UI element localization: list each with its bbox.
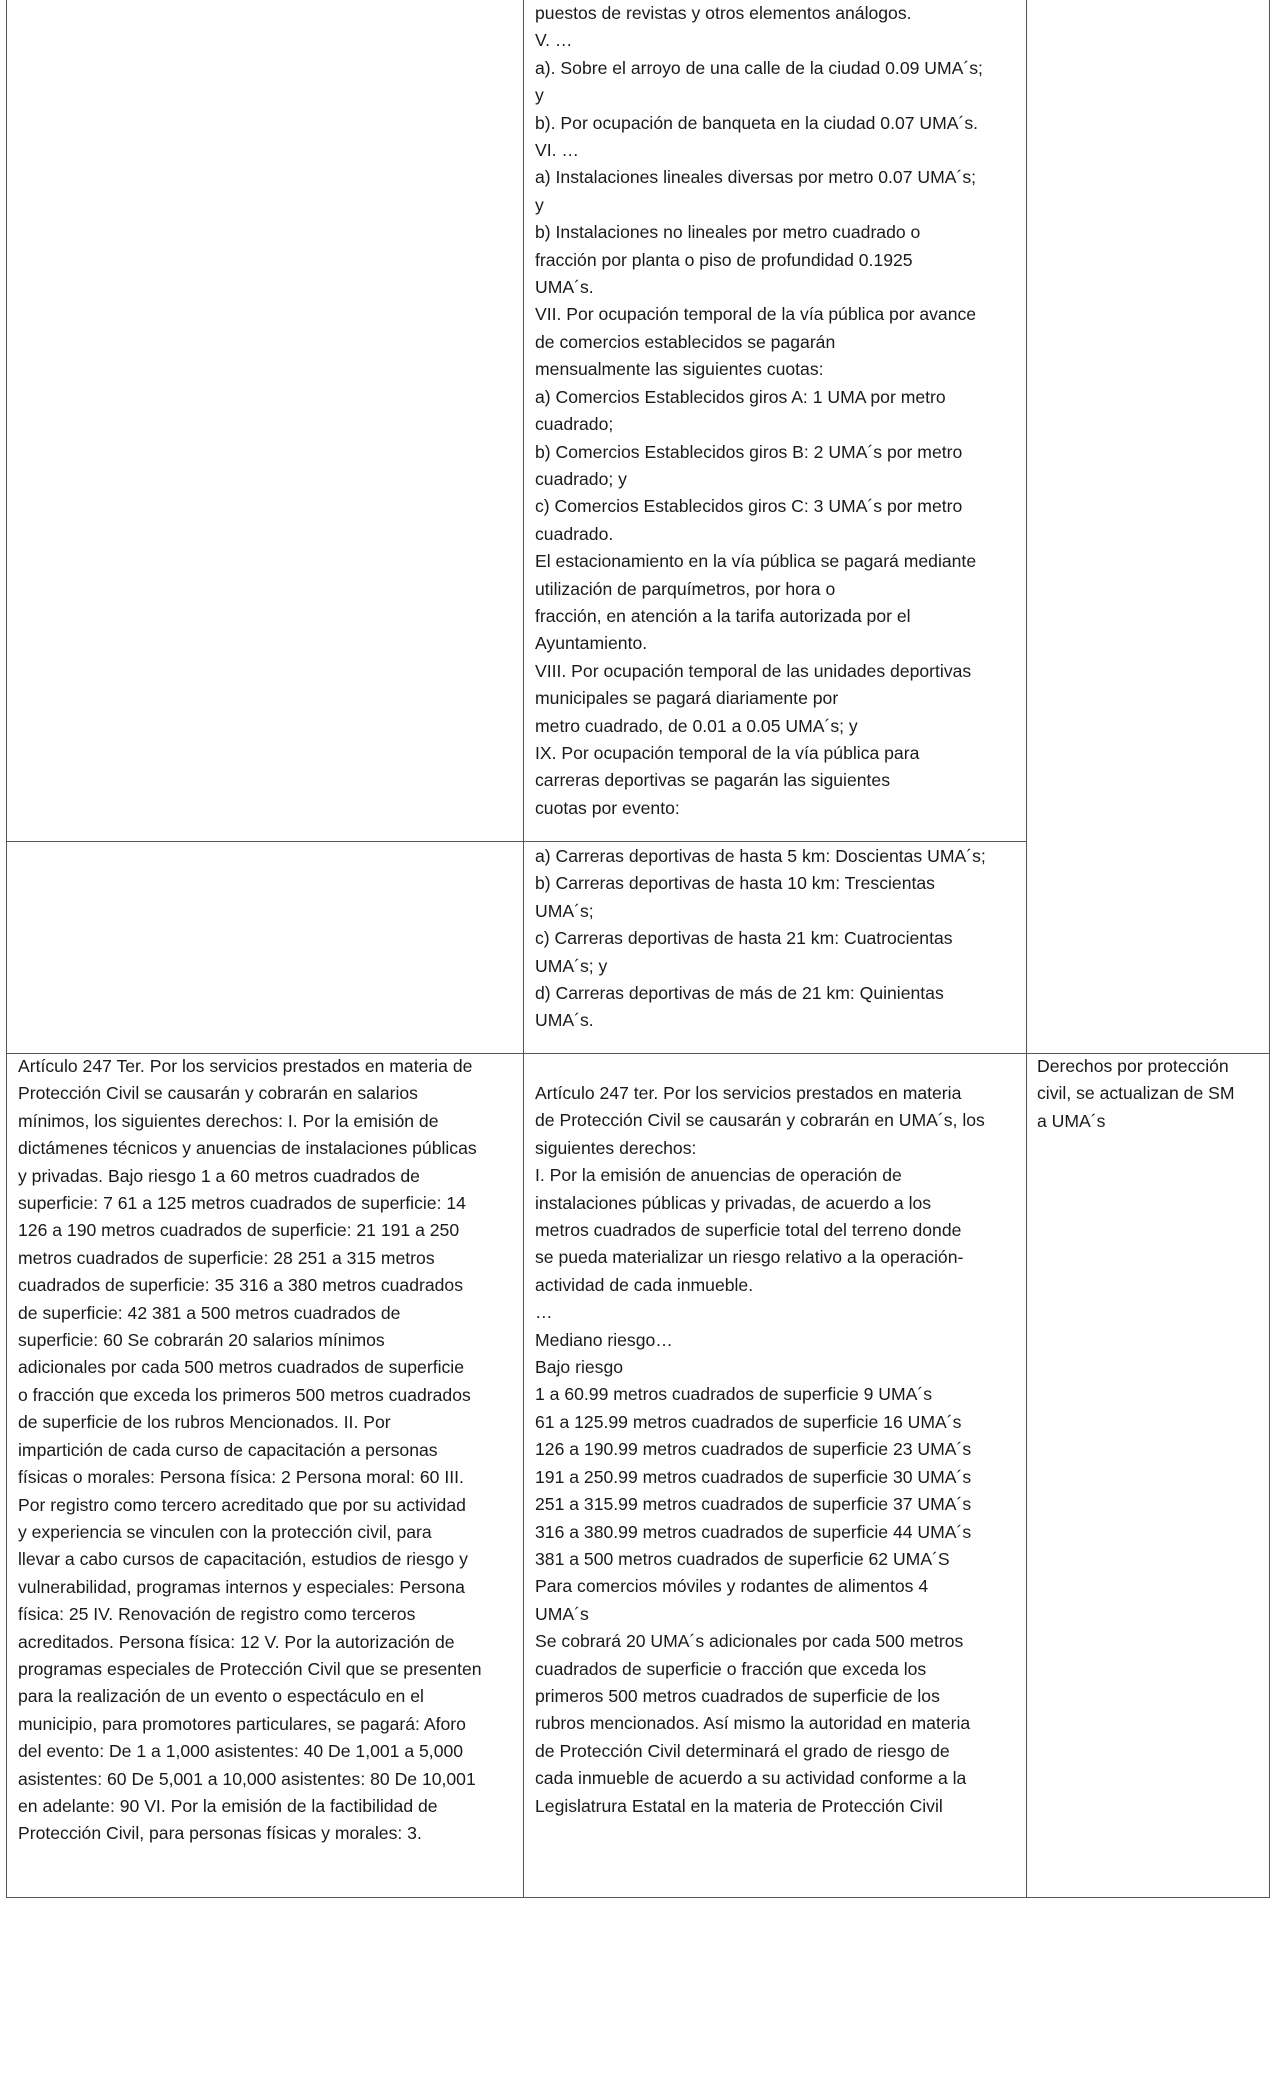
row3-comment-text: Derechos por protección civil, se actualizan de SM a UMA´s	[1037, 1056, 1235, 1131]
row1-proposal-text: puestos de revistas y otros elementos análogos. V. … a). Sobre el arroyo de una calle de la ciudad 0.09 UMA´s; y b). Por ocupación de banqueta en la ciudad 0.07 UMA´s. VI. … a) Instalaciones lineales diversas por metro 0.07 UMA´s; y b) Instalaciones no lineales por metro cuadrado o fracción por planta o piso de profundidad 0.1925 UMA´s. VII. Por ocupación temporal de la vía pública por avance de comercios establecidos se pagarán mensualmente las siguientes cuotas: a) Comercios Establecidos giros A: 1 UMA por metro cuadrado; b) Comercios Establecidos giros B: 2 UMA´s por metro cuadrado; y c) Comercios Establecidos giros C: 3 UMA´s por metro cuadrado. El estacionamiento en la vía pública se pagará mediante utilización de parquímetros, por hora o fracción, en atención a la tarifa autorizada por el Ayuntamiento. VIII. Por ocupación temporal de las unidades deportivas municipales se pagará diariamente por metro cuadrado, de 0.01 a 0.05 UMA´s; y IX. Por ocupación temporal de la vía pública para carreras deportivas se pagarán las siguientes cuotas por evento:	[535, 3, 983, 818]
row2-proposal-text: a) Carreras deportivas de hasta 5 km: Doscientas UMA´s; b) Carreras deportivas de hasta 10 km: Trescientas UMA´s; c) Carreras deportivas de hasta 21 km: Cuatrocientas UMA´s; y d) Carreras deportivas de más de 21 km: Quinientas UMA´s.	[535, 846, 986, 1031]
column-divider-2	[1026, 0, 1027, 1898]
table-border-right	[1269, 0, 1270, 1898]
table-border-left	[6, 0, 7, 1898]
column-divider-1	[523, 0, 524, 1898]
row3-current-text: Artículo 247 Ter. Por los servicios prestados en materia de Protección Civil se causarán y cobrarán en salarios mínimos, los siguientes derechos: I. Por la emisión de dictámenes técnicos y anuencias de instalaciones públicas y privadas. Bajo riesgo 1 a 60 metros cuadrados de superficie: 7 61 a 125 metros cuadrados de superficie: 14 126 a 190 metros cuadrados de superficie: 21 191 a 250 metros cuadrados de superficie: 28 251 a 315 metros cuadrados de superficie: 35 316 a 380 metros cuadrados de superficie: 42 381 a 500 metros cuadrados de superficie: 60 Se cobrarán 20 salarios mínimos adicionales por cada 500 metros cuadrados de superficie o fracción que exceda los primeros 500 metros cuadrados de superficie de los rubros Mencionados. II. Por impartición de cada curso de capacitación a personas físicas o morales: Persona física: 2 Persona moral: 60 III. Por registro como tercero acreditado que por su actividad y experiencia se vinculen con la protección civil, para llevar a cabo cursos de capacitación, estudios de riesgo y vulnerabilidad, programas internos y especiales: Persona física: 25 IV. Renovación de registro como terceros acreditados. Persona física: 12 V. Por la autorización de programas especiales de Protección Civil que se presenten para la realización de un evento o espectáculo en el municipio, para promotores particulares, se pagará: Aforo del evento: De 1 a 1,000 asistentes: 40 De 1,001 a 5,000 asistentes: 60 De 5,001 a 10,000 asistentes: 80 De 10,001 en adelante: 90 VI. Por la emisión de la factibilidad de Protección Civil, para personas físicas y morales: 3.	[18, 1056, 482, 1844]
table-border-bottom	[6, 1897, 1270, 1898]
row3-proposal-text: Artículo 247 ter. Por los servicios prestados en materia de Protección Civil se causarán y cobrarán en UMA´s, los siguientes derechos: I. Por la emisión de anuencias de operación de instalaciones públicas y privadas, de acuerdo a los metros cuadrados de superficie total del terreno donde se pueda materializar un riesgo relativo a la operación- actividad de cada inmueble. … Mediano riesgo… Bajo riesgo 1 a 60.99 metros cuadrados de superficie 9 UMA´s 61 a 125.99 metros cuadrados de superficie 16 UMA´s 126 a 190.99 metros cuadrados de superficie 23 UMA´s 191 a 250.99 metros cuadrados de superficie 30 UMA´s 251 a 315.99 metros cuadrados de superficie 37 UMA´s 316 a 380.99 metros cuadrados de superficie 44 UMA´s 381 a 500 metros cuadrados de superficie 62 UMA´S Para comercios móviles y rodantes de alimentos 4 UMA´s Se cobrará 20 UMA´s adicionales por cada 500 metros cuadrados de superficie o fracción que exceda los primeros 500 metros cuadrados de superficie de los rubros mencionados. Así mismo la autoridad en materia de Protección Civil determinará el grado de riesgo de cada inmueble de acuerdo a su actividad conforme a la Legislatrura Estatal en la materia de Protección Civil	[535, 1083, 985, 1816]
row-divider-1	[6, 841, 1027, 842]
